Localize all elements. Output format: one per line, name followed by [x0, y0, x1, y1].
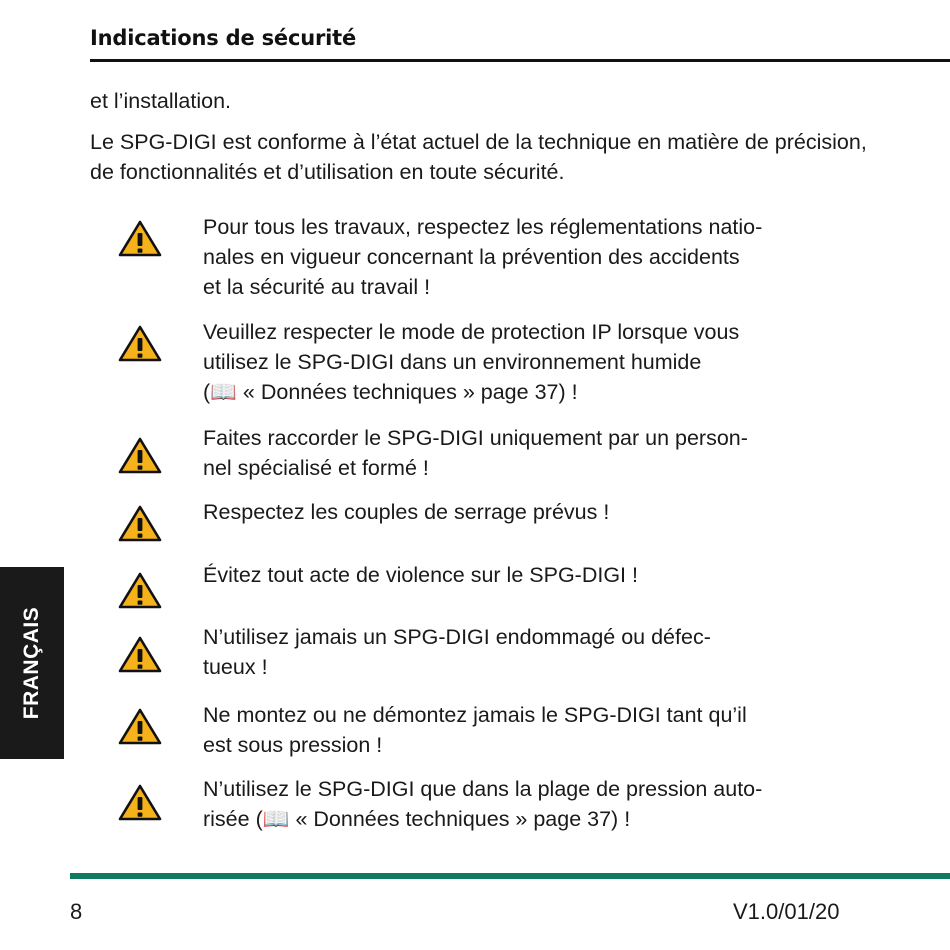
warning-text-line: Pour tous les travaux, respectez les réglementations natio- — [203, 215, 763, 239]
footer-divider — [70, 873, 950, 879]
warning-text-line: Ne montez ou ne démontez jamais le SPG-DIGI tant qu’il — [203, 703, 747, 727]
page-header-title: Indications de sécurité — [90, 26, 357, 50]
language-side-tab — [0, 567, 64, 759]
warning-text-line: nel spécialisé et formé ! — [203, 456, 429, 480]
warning-text — [203, 497, 863, 527]
warning-text — [203, 560, 863, 590]
warning-triangle-icon — [118, 325, 162, 363]
warning-triangle-icon — [118, 437, 162, 475]
warning-text — [203, 774, 863, 834]
header-divider — [90, 59, 950, 62]
intro-paragraph: Le SPG-DIGI est conforme à l’état actuel de la technique en matière de précision, de fonctionnalités et d’utilisation en toute sécurité. — [90, 130, 867, 184]
warning-triangle-icon — [118, 220, 162, 258]
warning-text-line: et la sécurité au travail ! — [203, 275, 431, 299]
warning-text-line: tueux ! — [203, 655, 268, 679]
warning-text — [203, 622, 863, 682]
document-version: V1.0/01/20 — [733, 899, 840, 924]
warning-text-line: risée (📖 « Données techniques » page 37) ! — [203, 807, 631, 831]
warning-text — [203, 423, 863, 483]
warning-triangle-icon — [118, 636, 162, 674]
intro-text — [90, 86, 890, 198]
warning-triangle-icon — [118, 505, 162, 543]
warning-triangle-icon — [118, 708, 162, 746]
warning-triangle-icon — [118, 784, 162, 822]
warning-text — [203, 700, 863, 760]
warning-text-line: Évitez tout acte de violence sur le SPG-DIGI ! — [203, 563, 638, 587]
warning-text-line: Respectez les couples de serrage prévus ! — [203, 500, 610, 524]
warning-text — [203, 317, 863, 407]
warning-triangle-icon — [118, 572, 162, 610]
warning-text-line: Faites raccorder le SPG-DIGI uniquement par un person- — [203, 426, 748, 450]
warning-text-line: est sous pression ! — [203, 733, 383, 757]
page-number: 8 — [70, 899, 83, 924]
warning-text-line: N’utilisez jamais un SPG-DIGI endommagé ou défec- — [203, 625, 711, 649]
warning-text-line: Veuillez respecter le mode de protection IP lorsque vous — [203, 320, 740, 344]
warning-text-line: (📖 « Données techniques » page 37) ! — [203, 380, 578, 404]
warning-text-line: N’utilisez le SPG-DIGI que dans la plage de pression auto- — [203, 777, 763, 801]
warning-text-line: nales en vigueur concernant la prévention des accidents — [203, 245, 740, 269]
warning-text-line: utilisez le SPG-DIGI dans un environnement humide — [203, 350, 702, 374]
warning-text — [203, 212, 863, 302]
intro-paragraph: et l’installation. — [90, 89, 232, 113]
language-label: FRANÇAIS — [20, 606, 43, 720]
